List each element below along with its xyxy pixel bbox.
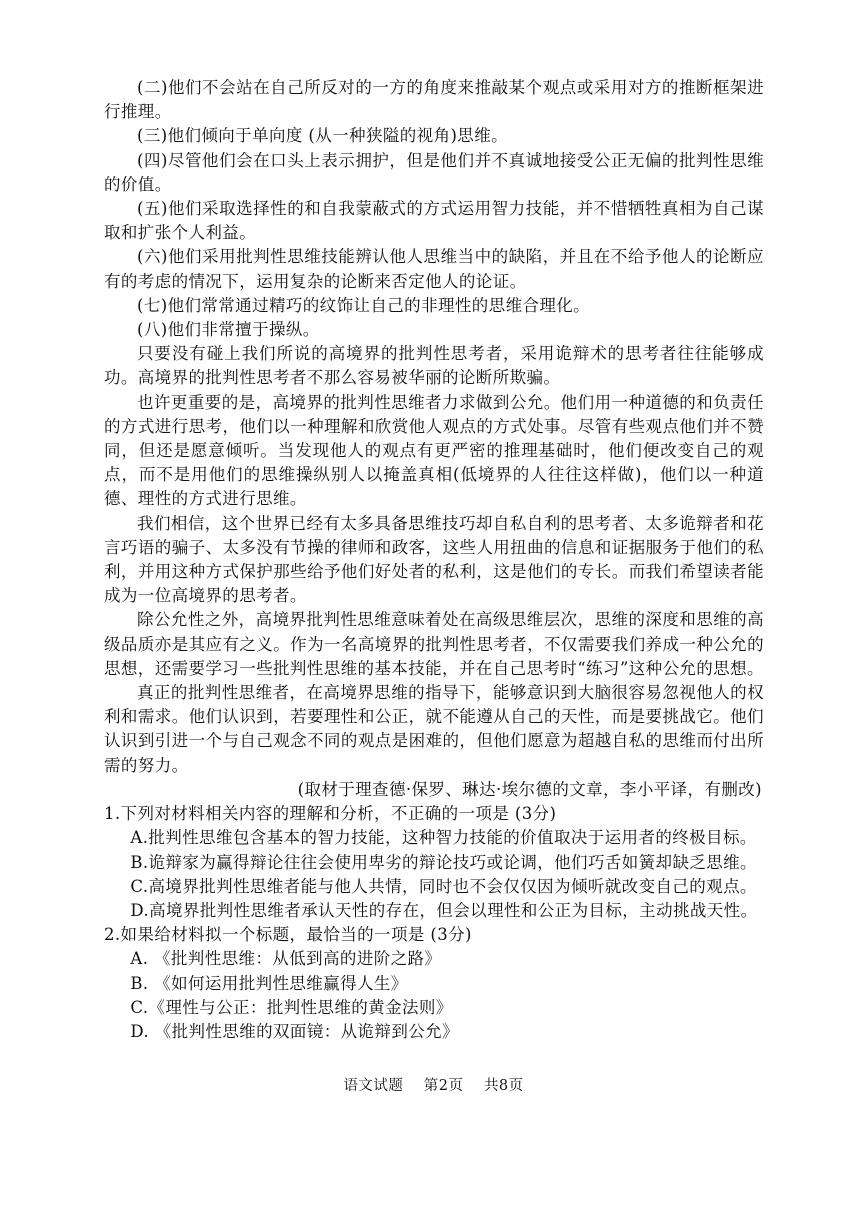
answer-option-c: C.《理性与公正：批判性思维的黄金法则》 xyxy=(130,997,453,1017)
answer-option-b: B.诡辩家为赢得辩论往往会使用卑劣的辩论技巧或论调，他们巧舌如簧却缺乏思维。 xyxy=(130,852,757,872)
answer-option-d: D. 《批判性思维的双面镜：从诡辩到公允》 xyxy=(130,1021,459,1041)
question-stem: 1.下列对材料相关内容的理解和分析，不正确的一项是 (3分) xyxy=(104,804,557,824)
answer-option-b: B. 《如何运用批判性思维赢得人生》 xyxy=(130,973,408,993)
passage-paragraph: (七)他们常常通过精巧的纹饰让自己的非理性的思维合理化。 xyxy=(137,295,591,315)
question-1 xyxy=(104,802,764,923)
answer-option-a: A. 《批判性思维：从低到高的进阶之路》 xyxy=(130,949,442,969)
footer-page-number: 第2页 xyxy=(423,1078,464,1094)
passage-paragraph: (八)他们非常擅于操纵。 xyxy=(137,320,320,340)
question-2 xyxy=(104,923,764,1044)
answer-option-a: A.批判性思维包含基本的智力技能，这种智力技能的价值取决于运用者的终极目标。 xyxy=(130,828,757,848)
passage-paragraph: 我们相信，这个世界已经有太多具备思维技巧却自私自利的思考者、太多诡辩者和花言巧语的骗子、太多没有节操的律师和政客，这些人用扭曲的信息和证据服务于他们的私利，并用这种方式保护那些给予他们好处者的私利，这是他们的专长。而我们希望读者能成为一位高境界的思考者。 xyxy=(104,513,764,606)
passage-paragraph: 也许更重要的是，高境界的批判性思维者力求做到公允。他们用一种道德的和负责任的方式进行思考，他们以一种理解和欣赏他人观点的方式处事。尽管有些观点他们并不赞同，但还是愿意倾听。当发现他人的观点有更严密的推理基础时，他们便改变自己的观点，而不是用他们的思维操纵别人以掩盖真相(低境界的人往往这样做)，他们以一种道德、理性的方式进行思维。 xyxy=(104,392,764,509)
footer-total-pages: 共8页 xyxy=(483,1078,524,1094)
footer-subject: 语文试题 xyxy=(343,1078,404,1094)
passage-paragraph: (三)他们倾向于单向度 (从一种狭隘的视角)思维。 xyxy=(137,126,508,146)
answer-option-d: D.高境界批判性思维者承认天性的存在，但会以理性和公正为目标，主动挑战天性。 xyxy=(130,900,758,920)
passage-paragraph: (六)他们采用批判性思维技能辨认他人思维当中的缺陷，并且在不给予他人的论断应有的考虑的情况下，运用复杂的论断来否定他人的论证。 xyxy=(104,247,764,291)
passage-paragraph: (四)尽管他们会在口头上表示拥护，但是他们并不真诚地接受公正无偏的批判性思维的价值。 xyxy=(104,150,764,194)
question-stem: 2.如果给材料拟一个标题，最恰当的一项是 (3分) xyxy=(104,925,472,945)
page-footer xyxy=(0,1074,867,1095)
passage xyxy=(104,76,764,802)
passage-paragraph: (五)他们采取选择性的和自我蒙蔽式的方式运用智力技能，并不惜牺牲真相为自己谋取和扩张个人利益。 xyxy=(104,199,764,243)
answer-option-c: C.高境界批判性思维者能与他人共情，同时也不会仅仅因为倾听就改变自己的观点。 xyxy=(130,876,757,896)
passage-paragraph: 真正的批判性思维者，在高境界思维的指导下，能够意识到大脑很容易忽视他人的权利和需求。他们认识到，若要理性和公正，就不能遵从自己的天性，而是要挑战它。他们认识到引进一个与自己观念不同的观点是困难的，但他们愿意为超越自私的思维而付出所需的努力。 xyxy=(104,683,764,775)
passage-paragraph: (二)他们不会站在自己所反对的一方的角度来推敲某个观点或采用对方的推断框架进行推理。 xyxy=(104,78,764,122)
page-content xyxy=(104,76,764,1044)
passage-paragraph: 只要没有碰上我们所说的高境界的批判性思考者，采用诡辩术的思考者往往能够成功。高境界的批判性思考者不那么容易被华丽的论断所欺骗。 xyxy=(104,344,764,388)
passage-source: (取材于理查德·保罗、琳达·埃尔德的文章，李小平译，有删改) xyxy=(297,779,762,799)
passage-paragraph: 除公允性之外，高境界批判性思维意味着处在高级思维层次，思维的深度和思维的高级品质亦是其应有之义。作为一名高境界的批判性思考者，不仅需要我们养成一种公允的思想，还需要学习一些批判性思维的基本技能，并在自己思考时“练习”这种公允的思想。 xyxy=(104,610,764,678)
